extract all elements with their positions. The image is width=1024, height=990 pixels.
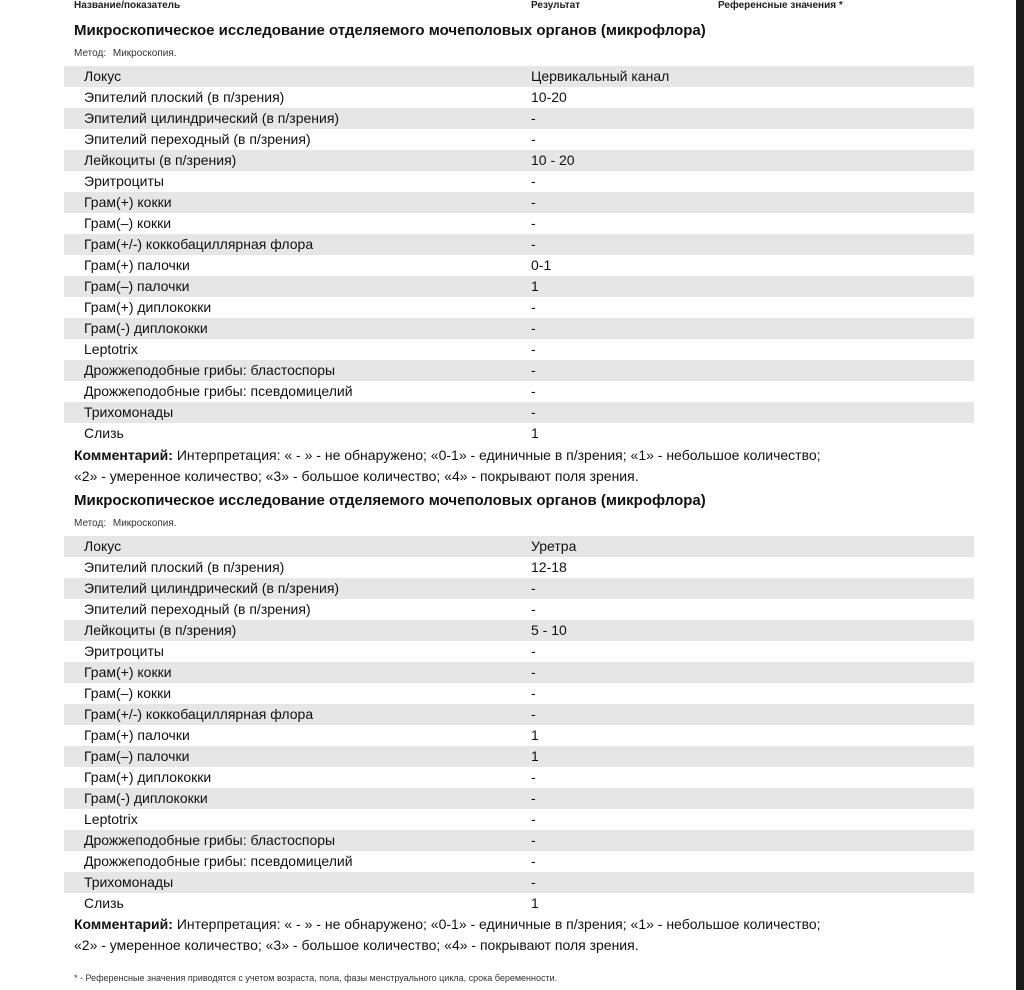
- table-row: [64, 662, 974, 683]
- table-row: [64, 746, 974, 767]
- row-name: Локус: [84, 68, 122, 84]
- method: [74, 518, 177, 529]
- row-value: -: [531, 131, 536, 147]
- row-value: -: [531, 383, 536, 399]
- table-row: [64, 704, 974, 725]
- section-title: Микроскопическое исследование отделяемого мочеполовых органов (микрофлора): [74, 492, 706, 509]
- row-value: -: [531, 236, 536, 252]
- row-value: -: [531, 643, 536, 659]
- table-row: [64, 578, 974, 599]
- row-value: 1: [531, 425, 539, 441]
- table-row: [64, 255, 974, 276]
- row-name: Эритроциты: [84, 173, 164, 189]
- row-name: Грам(+) диплококки: [84, 299, 212, 315]
- row-value: 1: [531, 895, 539, 911]
- row-value: -: [531, 853, 536, 869]
- table-row: [64, 725, 974, 746]
- row-value: -: [531, 341, 536, 357]
- page-edge: [1016, 0, 1024, 990]
- row-value: 1: [531, 278, 539, 294]
- row-value: -: [531, 215, 536, 231]
- row-name: Лейкоциты (в п/зрения): [84, 152, 237, 168]
- row-name: Слизь: [84, 425, 124, 441]
- table-row: [64, 129, 974, 150]
- row-value: 10-20: [531, 89, 567, 105]
- row-name: Трихомонады: [84, 874, 174, 890]
- row-value: 5 - 10: [531, 622, 567, 638]
- row-value: -: [531, 110, 536, 126]
- table-row: [64, 66, 974, 87]
- row-name: Дрожжеподобные грибы: бластоспоры: [84, 832, 336, 848]
- row-value: -: [531, 173, 536, 189]
- header-name: Название/показатель: [74, 0, 181, 11]
- row-name: Эпителий переходный (в п/зрения): [84, 131, 311, 147]
- table-row: [64, 213, 974, 234]
- row-name: Эпителий плоский (в п/зрения): [84, 559, 285, 575]
- table-row: [64, 557, 974, 578]
- row-name: Грам(+) кокки: [84, 664, 172, 680]
- row-name: Leptotrix: [84, 811, 138, 827]
- row-name: Слизь: [84, 895, 124, 911]
- row-name: Эпителий переходный (в п/зрения): [84, 601, 311, 617]
- table-row: [64, 276, 974, 297]
- row-name: Грам(–) кокки: [84, 685, 172, 701]
- row-value: -: [531, 811, 536, 827]
- table-row: [64, 318, 974, 339]
- comment: [74, 445, 974, 487]
- row-value: 10 - 20: [531, 152, 575, 168]
- row-value: -: [531, 601, 536, 617]
- method-label: Метод:: [74, 518, 107, 529]
- row-value: -: [531, 685, 536, 701]
- table-row: [64, 108, 974, 129]
- method-value: Микроскопия.: [112, 518, 177, 529]
- table-row: [64, 381, 974, 402]
- comment-line-2: «2» - умеренное количество; «3» - большое количество; «4» - покрывают поля зрения.: [74, 937, 639, 953]
- row-value: -: [531, 362, 536, 378]
- row-name: Leptotrix: [84, 341, 138, 357]
- table-header: [74, 0, 974, 14]
- table-row: [64, 599, 974, 620]
- table-row: [64, 87, 974, 108]
- row-name: Грам(+) палочки: [84, 727, 190, 743]
- row-value: -: [531, 706, 536, 722]
- table-row: [64, 171, 974, 192]
- row-name: Грам(+) палочки: [84, 257, 190, 273]
- comment-line-1: Интерпретация: « - » - не обнаружено; «0-1» - единичные в п/зрения; «1» - небольшое количество;: [176, 916, 821, 932]
- results-table: [64, 66, 974, 444]
- footnote: * - Референсные значения приводятся с учетом возраста, пола, фазы менструального цикла, срока беременности.: [74, 973, 558, 983]
- row-name: Грам(+) диплококки: [84, 769, 212, 785]
- table-row: [64, 683, 974, 704]
- comment: [74, 914, 974, 956]
- comment-line-2: «2» - умеренное количество; «3» - большое количество; «4» - покрывают поля зрения.: [74, 468, 639, 484]
- comment-line-1: Интерпретация: « - » - не обнаружено; «0-1» - единичные в п/зрения; «1» - небольшое количество;: [176, 447, 821, 463]
- row-name: Грам(+) кокки: [84, 194, 172, 210]
- row-value: -: [531, 664, 536, 680]
- header-result: Результат: [531, 0, 581, 11]
- row-name: Грам(–) палочки: [84, 278, 190, 294]
- section-title: Микроскопическое исследование отделяемого мочеполовых органов (микрофлора): [74, 22, 706, 39]
- table-row: [64, 893, 974, 914]
- row-value: 1: [531, 727, 539, 743]
- row-value: -: [531, 320, 536, 336]
- row-name: Грам(-) диплококки: [84, 320, 208, 336]
- row-value: -: [531, 832, 536, 848]
- row-value: -: [531, 404, 536, 420]
- row-value: -: [531, 299, 536, 315]
- table-row: [64, 423, 974, 444]
- row-name: Грам(–) кокки: [84, 215, 172, 231]
- row-value: -: [531, 790, 536, 806]
- row-value: -: [531, 580, 536, 596]
- table-row: [64, 402, 974, 423]
- table-row: [64, 830, 974, 851]
- header-reference: Референсные значения *: [718, 0, 843, 11]
- row-name: Грам(–) палочки: [84, 748, 190, 764]
- table-row: [64, 620, 974, 641]
- table-row: [64, 872, 974, 893]
- row-value: Цервикальный канал: [531, 68, 670, 84]
- row-name: Трихомонады: [84, 404, 174, 420]
- table-row: [64, 767, 974, 788]
- comment-label: Комментарий:: [74, 447, 173, 463]
- row-name: Локус: [84, 538, 122, 554]
- table-row: [64, 192, 974, 213]
- row-value: 0-1: [531, 257, 552, 273]
- row-name: Грам(-) диплококки: [84, 790, 208, 806]
- table-row: [64, 851, 974, 872]
- row-value: -: [531, 874, 536, 890]
- method-label: Метод:: [74, 48, 107, 59]
- results-table: [64, 536, 974, 914]
- row-name: Дрожжеподобные грибы: бластоспоры: [84, 362, 336, 378]
- row-value: -: [531, 769, 536, 785]
- row-name: Дрожжеподобные грибы: псевдомицелий: [84, 383, 353, 399]
- row-name: Лейкоциты (в п/зрения): [84, 622, 237, 638]
- table-row: [64, 360, 974, 381]
- method: [74, 48, 177, 59]
- table-row: [64, 809, 974, 830]
- row-value: 1: [531, 748, 539, 764]
- row-value: 12-18: [531, 559, 567, 575]
- table-row: [64, 297, 974, 318]
- table-row: [64, 788, 974, 809]
- row-name: Эпителий плоский (в п/зрения): [84, 89, 285, 105]
- row-value: -: [531, 194, 536, 210]
- row-name: Эритроциты: [84, 643, 164, 659]
- row-name: Грам(+/-) коккобациллярная флора: [84, 706, 314, 722]
- row-name: Дрожжеподобные грибы: псевдомицелий: [84, 853, 353, 869]
- row-value: Уретра: [531, 538, 577, 554]
- table-row: [64, 234, 974, 255]
- table-row: [64, 641, 974, 662]
- method-value: Микроскопия.: [112, 48, 177, 59]
- row-name: Грам(+/-) коккобациллярная флора: [84, 236, 314, 252]
- table-row: [64, 536, 974, 557]
- comment-label: Комментарий:: [74, 916, 173, 932]
- row-name: Эпителий цилиндрический (в п/зрения): [84, 110, 340, 126]
- table-row: [64, 339, 974, 360]
- table-row: [64, 150, 974, 171]
- row-name: Эпителий цилиндрический (в п/зрения): [84, 580, 340, 596]
